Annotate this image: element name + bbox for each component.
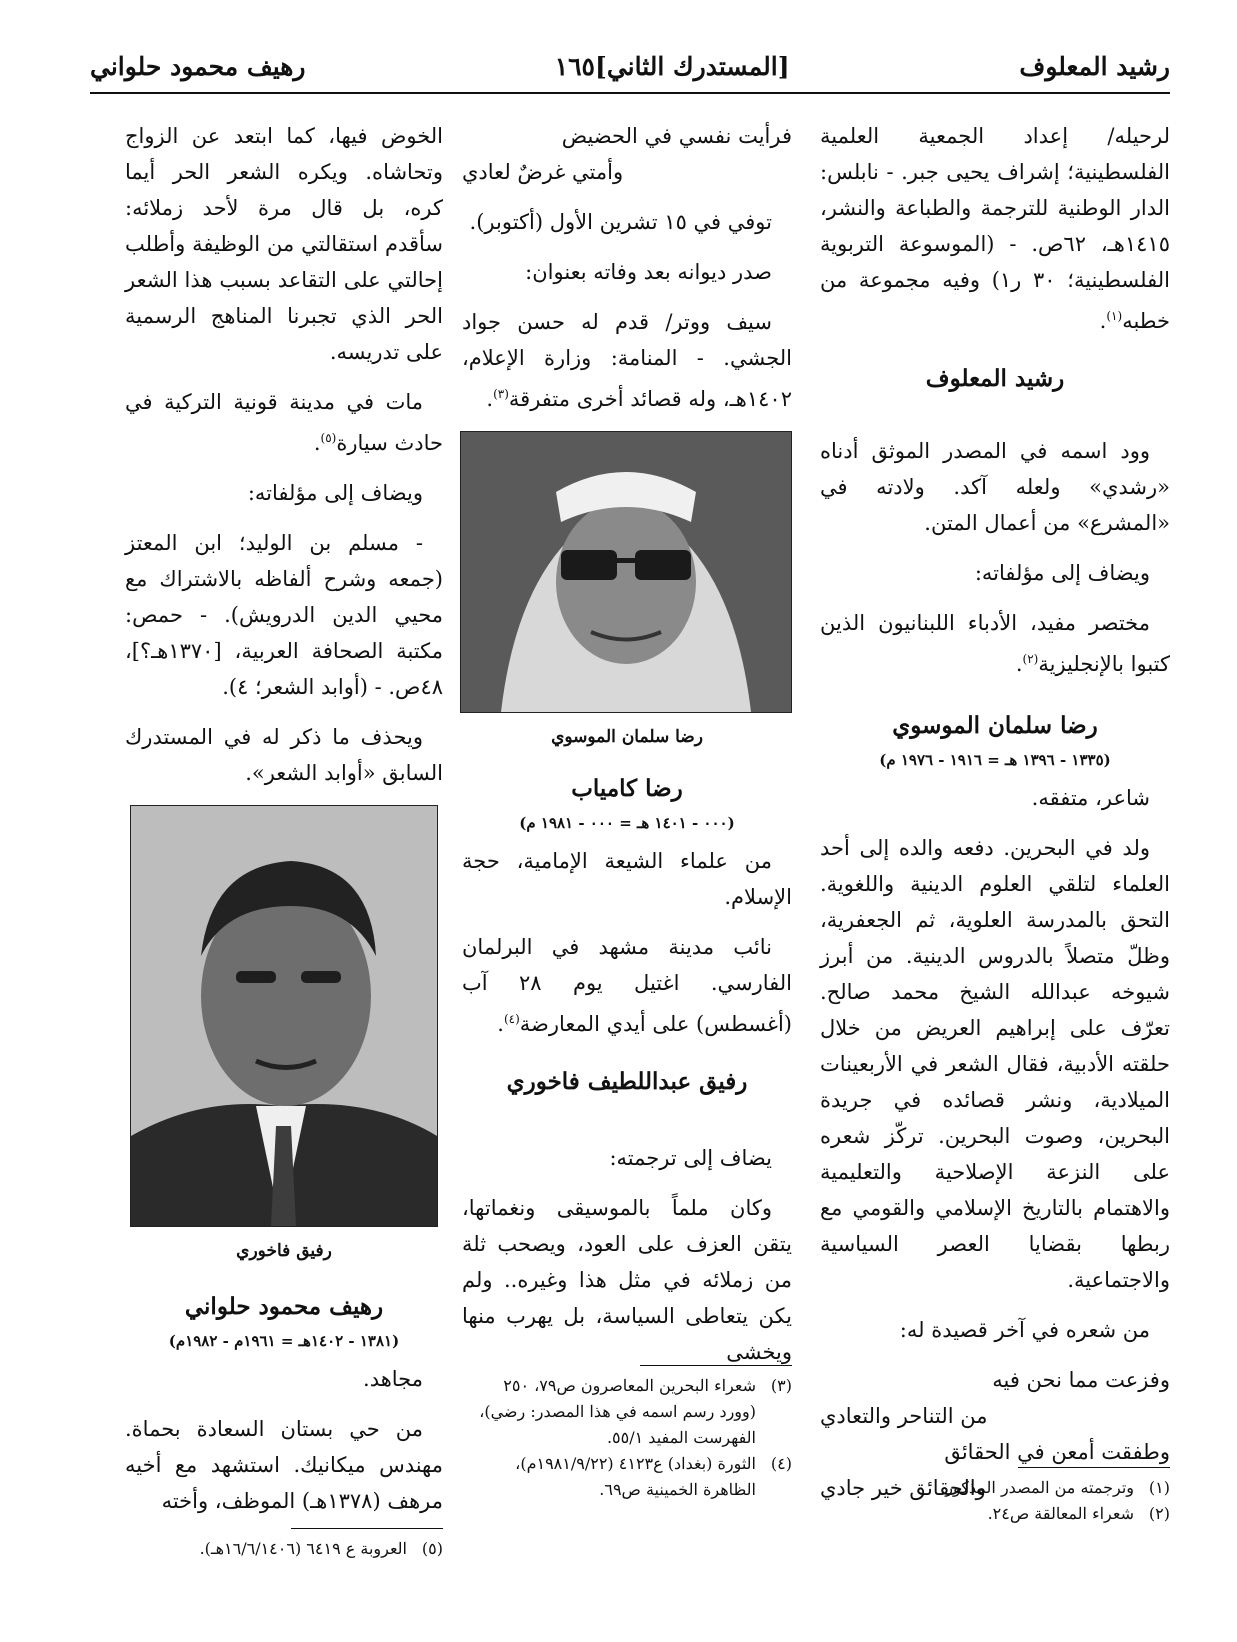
paragraph: مجاهد. — [363, 1367, 423, 1391]
paragraph: ولد في البحرين. دفعه والده إلى أحد العلماء لتلقي العلوم الدينية واللغوية. التحق بالمدرسة العلوية، ثم الجعفرية، وظلّ متصلاً بالدروس الدينية. من أبرز شيوخه عبدالله الشيخ محمد صالح. تعرّف على إبراهيم العريض من خلال حلقته الأدبية، فقال الشعر في الأربعينات الميلادية، ونشر قصائده في جريدة البحرين، وصوت البحرين. تركّز شعره على النزعة الإصلاحية والتعليمية والاهتمام بالتاريخ الإسلامي والقومي مع ربطها بقضايا العصر السياسية والاجتماعية. — [820, 836, 1170, 1292]
page-header — [90, 52, 1170, 92]
footnote-ref[interactable]: (٣) — [493, 387, 509, 401]
footnote-rule — [291, 1528, 443, 1529]
verse-line: من التناحر والتعادي — [820, 1404, 988, 1428]
entry-title: رضا كامياب — [571, 775, 683, 802]
paragraph: ويحذف ما ذكر له في المستدرك السابق «أوابد الشعر». — [125, 725, 443, 785]
verse-line: وفزعت مما نحن فيه — [992, 1368, 1170, 1392]
paragraph: مات في مدينة قونية التركية في حادث سيارة$^{(٥)}$. — [125, 390, 443, 455]
paragraph: شاعر، متفقه. — [1031, 786, 1150, 810]
portrait-photo — [460, 431, 792, 713]
paragraph: من شعره في آخر قصيدة له: — [899, 1318, 1150, 1342]
entry-dates: (١٣٣٥ - ١٣٩٦ هـ = ١٩١٦ - ١٩٧٦ م) — [879, 751, 1111, 769]
paragraph: مختصر مفيد، الأدباء اللبنانيون الذين كتبوا بالإنجليزية$^{(٢)}$. — [820, 611, 1170, 676]
footnote-rule — [1018, 1467, 1170, 1468]
paragraph: سيف ووتر/ قدم له حسن جواد الجشي. - المنامة: وزارة الإعلام، ١٤٠٢هـ، وله قصائد أخرى متفرقة$^{(٣)}$. — [462, 310, 792, 411]
paragraph: الخوض فيها، كما ابتعد عن الزواج وتحاشاه. ويكره الشعر الحر أيما كره، بل قال مرة لأحد زملائه: سأقدم استقالتي من الوظيفة وأطلب إحالتي على التقاعد بسبب هذا الشعر الحر الذي تجبرنا المناهج الرسمية على تدريسه. — [125, 124, 443, 364]
paragraph: صدر ديوانه بعد وفاته بعنوان: — [525, 260, 772, 284]
verse-line: وأمتي غرضٌ لعادي — [462, 160, 624, 184]
footnotes-left — [125, 1536, 443, 1562]
paragraph: وكان ملماً بالموسيقى ونغماتها، يتقن العزف على العود، ويصحب ثلة من زملائه في مثل هذا وغيره.. ولم يكن يتعاطى السياسة، بل يهرب منها ويخشى — [462, 1196, 792, 1364]
paragraph: نائب مدينة مشهد في البرلمان الفارسي. اغتيل يوم ٢٨ آب (أغسطس) على أيدي المعارضة$^{(٤)}$. — [462, 935, 792, 1036]
footnotes-middle — [462, 1373, 792, 1503]
photo-caption: رفيق فاخوري — [236, 1241, 332, 1261]
running-head-right: رشيد المعلوف — [1019, 52, 1170, 81]
verse-line: فرأيت نفسي في الحضيض — [561, 124, 792, 148]
verse-line: وطفقت أمعن في الحقائق — [944, 1440, 1170, 1464]
photo-caption: رضا سلمان الموسوي — [551, 727, 703, 747]
entry-title: رهيف محمود حلواني — [184, 1293, 384, 1320]
footnote-ref[interactable]: (٥) — [320, 431, 337, 445]
entry-title: رشيد المعلوف — [925, 365, 1065, 392]
header-rule — [90, 92, 1170, 94]
paragraph: ويضاف إلى مؤلفاته: — [247, 481, 423, 505]
column-right — [820, 118, 1170, 1520]
footnote: (٥) العروبة ع ٦٤١٩ (١٦/٦/١٤٠٦هـ). — [199, 1539, 443, 1558]
running-head-left: رهيف محمود حلواني — [90, 52, 306, 81]
entry-title: رفيق عبداللطيف فاخوري — [506, 1068, 748, 1095]
entry-dates: (٠٠٠ - ١٤٠١ هـ = ٠٠٠ - ١٩٨١ م) — [519, 814, 735, 832]
paragraph: من علماء الشيعة الإمامية، حجة الإسلام. — [462, 849, 792, 909]
footnote-ref[interactable]: (٢) — [1022, 652, 1039, 666]
footnotes-right — [820, 1475, 1170, 1527]
verse-line: والحقائق خير جادي — [820, 1476, 986, 1500]
entry-title: رضا سلمان الموسوي — [892, 712, 1098, 739]
entry-dates: (١٣٨١ - ١٤٠٢هـ = ١٩٦١م - ١٩٨٢م) — [168, 1332, 400, 1350]
paragraph: يضاف إلى ترجمته: — [609, 1146, 772, 1170]
footnote-rule — [640, 1365, 792, 1366]
poem — [462, 118, 792, 190]
paragraph: وود اسمه في المصدر الموثق أدناه «رشدي» ولعله آكد. ولادته في «المشرع» من أعمال المتن. — [820, 439, 1170, 535]
column-left — [125, 118, 443, 1533]
paragraph: من حي بستان السعادة بحماة. مهندس ميكانيك. استشهد مع أخيه مرهف (١٣٧٨هـ) الموظف، وأخته — [125, 1417, 443, 1513]
footnote: (٢) شعراء المعالقة ص٢٤. — [987, 1504, 1170, 1523]
page-number: ١٦٥ — [554, 52, 595, 81]
footnote-ref[interactable]: (١) — [1106, 309, 1123, 323]
running-head-center: [المستدرك الثاني] — [595, 52, 790, 81]
paragraph: لرحيله/ إعداد الجمعية العلمية الفلسطينية؛ إشراف يحيى جبر. - نابلس: الدار الوطنية للترجمة والطباعة والنشر، ١٤١٥هـ، ٦٢ص. - (الموسوعة التربوية الفلسطينية؛ ٣٠ ر١) وفيه مجموعة من خطبه$^{(١)}$. — [820, 124, 1170, 333]
portrait-photo — [130, 805, 438, 1227]
column-middle — [462, 118, 792, 1384]
footnote: (٣) شعراء البحرين المعاصرون ص٧٩، ٢٥٠ (وورد رسم اسمه في هذا المصدر: رضي)، الفهرست المفيد ٥٥/١. — [479, 1376, 792, 1447]
paragraph: ويضاف إلى مؤلفاته: — [974, 561, 1150, 585]
paragraph: - مسلم بن الوليد؛ ابن المعتز (جمعه وشرح ألفاظه بالاشتراك مع محيي الدين الدرويش). - حمص: مكتبة الصحافة العربية، [١٣٧٠هـ؟]، ٤٨ص. - (أوابد الشعر؛ ٤). — [125, 531, 443, 699]
paragraph: توفي في ١٥ تشرين الأول (أكتوبر). — [469, 210, 772, 234]
footnote: (٤) الثورة (بغداد) ع٤١٢٣ (١٩٨١/٩/٢٢م)، الظاهرة الخمينية ص٦٩. — [515, 1454, 792, 1499]
footnote-ref[interactable]: (٤) — [503, 1012, 520, 1026]
footnote: (١) وترجمته من المصدر المذكور. — [940, 1478, 1170, 1497]
